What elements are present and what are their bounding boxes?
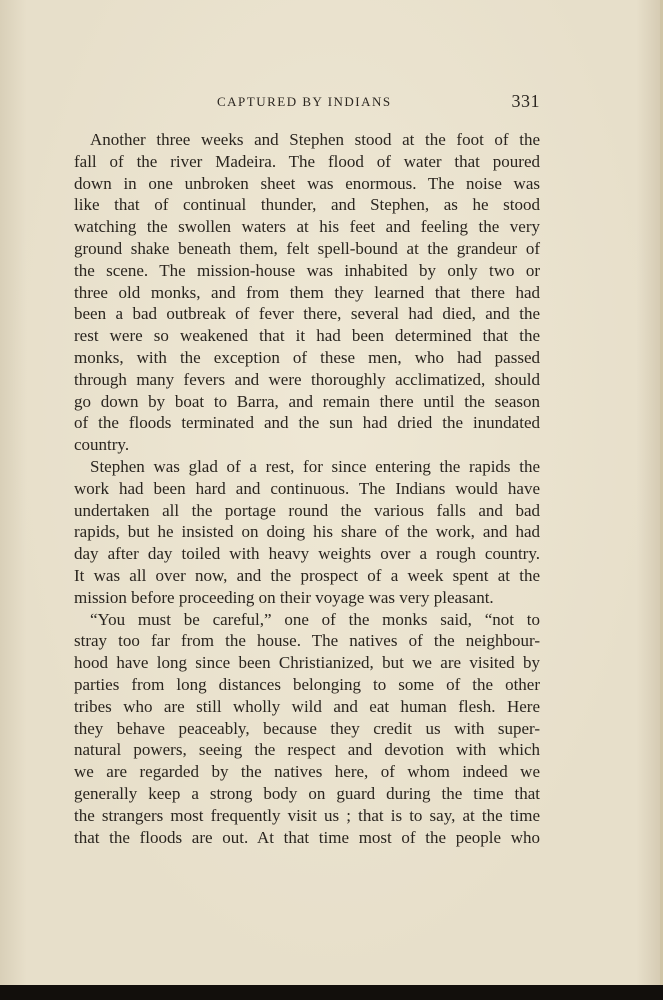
text-line: rapids, but he insisted on doing his share of the work, and had [74, 522, 540, 542]
page-number: 331 [511, 91, 540, 111]
text-line: three old monks, and from them they learned that there had [74, 282, 540, 302]
text-line: they behave peaceably, because they credit us with super- [74, 718, 540, 738]
text-line: monks, with the exception of these men, who had passed [74, 347, 540, 367]
text-line: like that of continual thunder, and Stephen, as he stood [74, 195, 540, 215]
text-line: country. [74, 435, 130, 455]
page-header [74, 91, 540, 113]
text-line: of the floods terminated and the sun had dried the inundated [74, 413, 540, 433]
text-line: ground shake beneath them, felt spell-bound at the grandeur of [74, 238, 540, 258]
text-line: It was all over now, and the prospect of a week spent at the [74, 565, 540, 585]
text-line: down in one unbroken sheet was enormous. The noise was [74, 173, 540, 193]
text-line: the strangers most frequently visit us ; that is to say, at the time [74, 805, 540, 825]
text-line: day after day toiled with heavy weights over a rough country. [74, 544, 540, 564]
text-line: Stephen was glad of a rest, for since entering the rapids the [90, 456, 540, 476]
text-line: undertaken all the portage round the various falls and bad [74, 500, 540, 520]
text-line: “You must be careful,” one of the monks said, “not to [90, 609, 540, 629]
text-line: go down by boat to Barra, and remain there until the season [74, 391, 540, 411]
text-line: natural powers, seeing the respect and devotion with which [74, 740, 540, 760]
running-title: CAPTURED BY INDIANS [217, 94, 392, 109]
text-line: watching the swollen waters at his feet and feeling the very [74, 217, 540, 237]
text-line: the scene. The mission-house was inhabited by only two or [74, 260, 540, 280]
text-line: been a bad outbreak of fever there, several had died, and the [74, 304, 540, 324]
text-line: stray too far from the house. The natives of the neighbour- [74, 631, 540, 651]
text-line: Another three weeks and Stephen stood at the foot of the [90, 130, 540, 149]
text-line: we are regarded by the natives here, of whom indeed we [74, 762, 540, 782]
text-line: mission before proceeding on their voyage was very pleasant. [74, 587, 494, 607]
text-line: tribes who are still wholly wild and eat human flesh. Here [74, 696, 540, 716]
text-line: rest were so weakened that it had been determined that the [74, 326, 540, 346]
text-line: through many fevers and were thoroughly acclimatized, should [74, 369, 540, 389]
text-line: hood have long since been Christianized, but we are visited by [74, 653, 540, 673]
text-line: that the floods are out. At that time most of the people who [74, 827, 540, 847]
text-line: work had been hard and continuous. The Indians would have [74, 478, 540, 498]
text-line: parties from long distances belonging to some of the other [74, 674, 540, 694]
body-text [74, 129, 540, 848]
text-line: generally keep a strong body on guard during the time that [74, 783, 540, 803]
text-line: fall of the river Madeira. The flood of water that poured [74, 151, 540, 171]
scan-bottom-border [0, 985, 663, 1000]
